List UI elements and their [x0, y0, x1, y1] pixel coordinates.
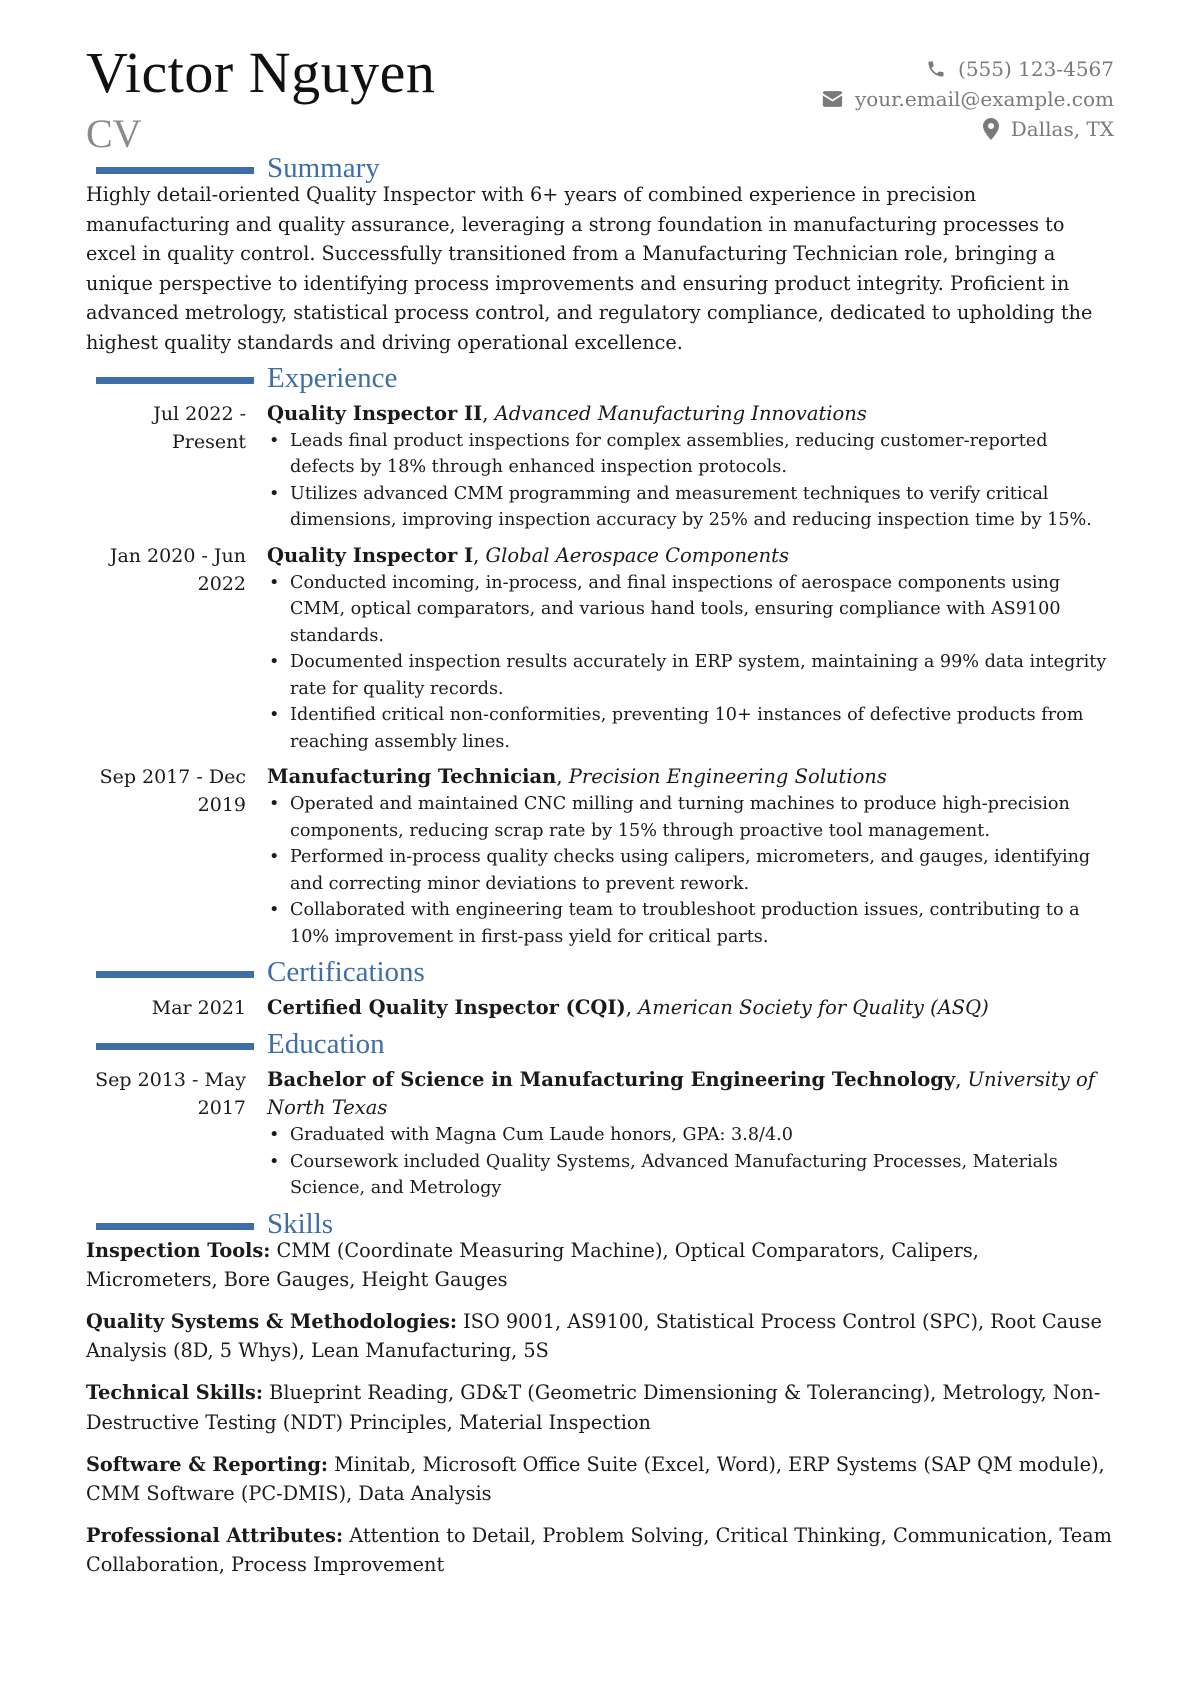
map-pin-icon: [983, 118, 999, 140]
section-title: Certifications: [267, 956, 425, 989]
skill-row: Software & Reporting: Minitab, Microsoft Office Suite (Excel, Word), ERP Systems (SAP QM module), CMM Software (PC-DMIS), Data Analysis: [86, 1452, 1105, 1505]
entry-date: Sep 2017 - Dec 2019: [99, 766, 246, 817]
resume-page: [86, 40, 1114, 1593]
document-subtitle: CV: [86, 111, 142, 156]
section-title: Skills: [267, 1207, 334, 1240]
list-item: • Documented inspection results accurately in ERP system, maintaining a 99% data integrity rate for quality records.: [290, 649, 1114, 702]
skill-row: Quality Systems & Methodologies: ISO 9001, AS9100, Statistical Process Control (SPC), Root Cause Analysis (8D, 5 Whys), Lean Manufacturing, 5S: [86, 1309, 1102, 1363]
contact-location: [822, 114, 1114, 144]
education-entry: [86, 1066, 1114, 1202]
certification-entry: [86, 994, 1114, 1022]
entry-date: Jul 2022 - Present: [153, 402, 246, 453]
contact-phone: [822, 54, 1114, 84]
skill-row: Technical Skills: Blueprint Reading, GD&T (Geometric Dimensioning & Tolerancing), Metrology, Non-Destructive Testing (NDT) Principles, Material Inspection: [86, 1381, 1101, 1434]
list-item: • Coursework included Quality Systems, Advanced Manufacturing Processes, Materials Science, and Metrology: [290, 1149, 1114, 1202]
resume-header: [86, 40, 1114, 156]
list-item: • Performed in-process quality checks using calipers, micrometers, and gauges, identifying and correcting minor deviations to prevent rework.: [290, 844, 1114, 897]
entry-title: Quality Inspector I, Global Aerospace Components: [267, 543, 789, 567]
section-accent-bar: [96, 971, 254, 978]
phone-icon: [926, 59, 946, 79]
certifications-section-header: [86, 956, 1114, 992]
contact-block: [822, 54, 1114, 144]
summary-text: Highly detail-oriented Quality Inspector with 6+ years of combined experience in precision manufacturing and quality assurance, leveraging a strong foundation in manufacturing processes to excel in quality control. Successfully transitioned from a Manufacturing Technician role, bringing a unique perspective to identifying process improvements and ensuring product integrity. Proficient in advanced metrology, statistical process control, and regulatory compliance, dedicated to upholding the highest quality standards and driving operational excellence.: [86, 183, 1093, 354]
entry-date: Mar 2021: [151, 997, 246, 1020]
section-title: Education: [267, 1028, 385, 1061]
entry-title: Bachelor of Science in Manufacturing Engineering Technology, University of North Texas: [267, 1068, 1095, 1120]
skills-section-header: [86, 1208, 1114, 1244]
phone-number[interactable]: (555) 123-4567: [958, 57, 1114, 81]
location-text: Dallas, TX: [1010, 117, 1114, 141]
experience-entry: [86, 763, 1114, 950]
education-section-header: [86, 1028, 1114, 1064]
list-item: • Conducted incoming, in-process, and final inspections of aerospace components using CMM, optical comparators, and various hand tools, ensuring compliance with AS9100 standards.: [290, 570, 1114, 650]
summary-section-header: [86, 152, 1114, 188]
experience-entry: [86, 400, 1114, 534]
list-item: • Leads final product inspections for complex assemblies, reducing customer-reported defects by 18% through enhanced inspection protocols.: [290, 428, 1114, 481]
section-title: Experience: [267, 361, 398, 394]
list-item: • Identified critical non-conformities, preventing 10+ instances of defective products from reaching assembly lines.: [290, 702, 1114, 755]
envelope-icon: [822, 91, 843, 107]
section-accent-bar: [96, 167, 254, 174]
entry-title: Manufacturing Technician, Precision Engineering Solutions: [267, 765, 887, 789]
skills-list: [86, 1236, 1114, 1580]
candidate-name: Victor Nguyen: [86, 40, 436, 105]
entry-date: Jan 2020 - Jun 2022: [109, 544, 246, 595]
entry-title: Certified Quality Inspector (CQI), American Society for Quality (ASQ): [267, 996, 989, 1020]
section-accent-bar: [96, 1043, 254, 1050]
contact-email: [822, 84, 1114, 114]
section-title: Summary: [267, 152, 380, 184]
list-item: • Collaborated with engineering team to troubleshoot production issues, contributing to a 10% improvement in first-pass yield for critical parts.: [290, 897, 1114, 950]
skill-row: Inspection Tools: CMM (Coordinate Measuring Machine), Optical Comparators, Calipers, Micrometers, Bore Gauges, Height Gauges: [86, 1238, 979, 1291]
entry-date: Sep 2013 - May 2017: [95, 1069, 246, 1120]
skill-row: Professional Attributes: Attention to Detail, Problem Solving, Critical Thinking, Communication, Team Collaboration, Process Improvement: [86, 1524, 1112, 1577]
experience-entry: [86, 542, 1114, 756]
section-accent-bar: [96, 1223, 254, 1230]
email-address[interactable]: your.email@example.com: [854, 87, 1114, 111]
section-accent-bar: [96, 377, 254, 384]
list-item: • Utilizes advanced CMM programming and measurement techniques to verify critical dimensions, improving inspection accuracy by 25% and reducing inspection time by 15%.: [290, 481, 1114, 534]
list-item: • Operated and maintained CNC milling and turning machines to produce high-precision components, reducing scrap rate by 15% through proactive tool management.: [290, 791, 1114, 844]
list-item: • Graduated with Magna Cum Laude honors, GPA: 3.8/4.0: [290, 1122, 1114, 1149]
experience-section-header: [86, 362, 1114, 398]
entry-title: Quality Inspector II, Advanced Manufacturing Innovations: [267, 401, 867, 425]
